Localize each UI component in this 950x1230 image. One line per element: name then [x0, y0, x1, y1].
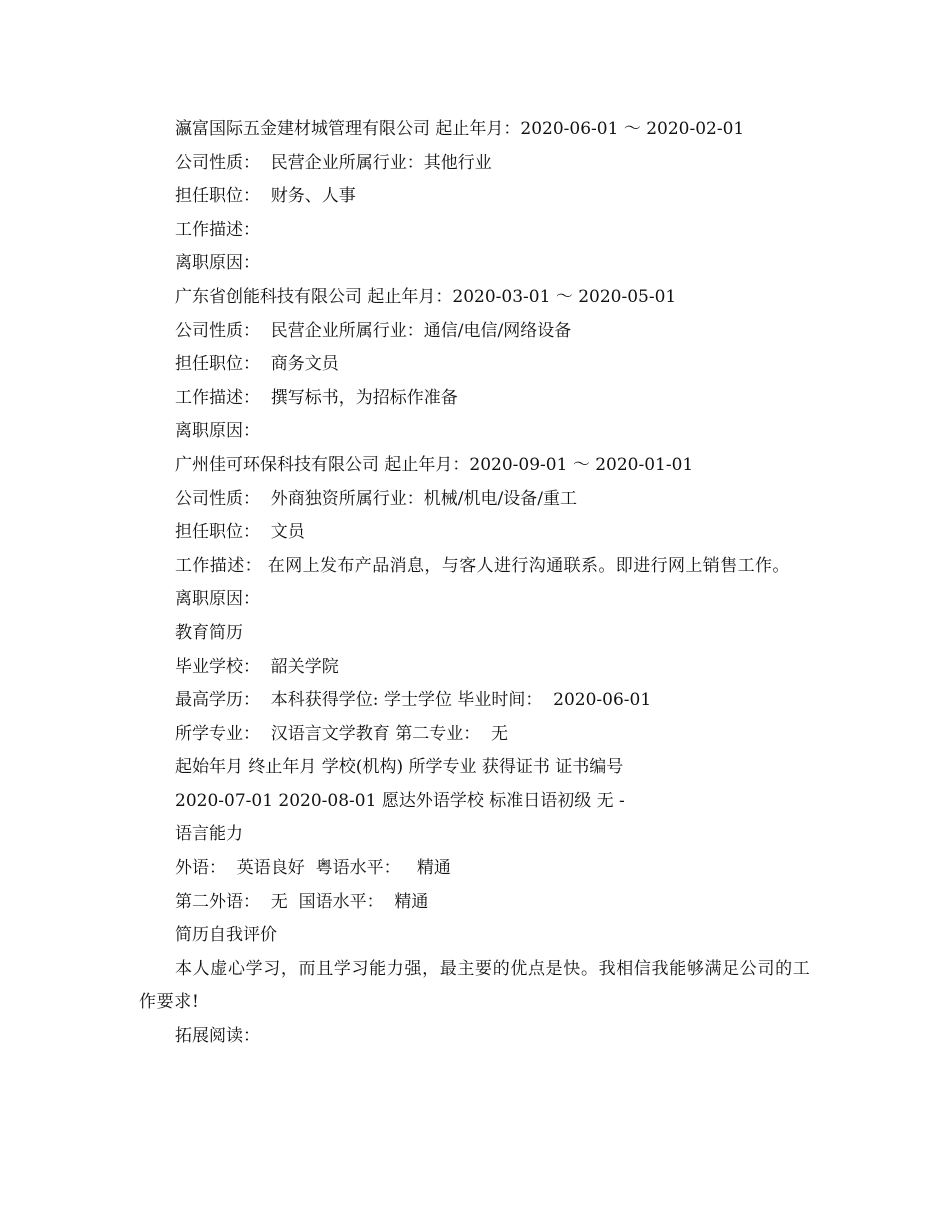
job-description-paragraph: 工作描述： 在网上发布产品消息，与客人进行沟通联系。即进行网上销售工作。: [175, 555, 790, 576]
resume-content: [139, 113, 819, 1054]
job-description-line: 工作描述： 撰写标书，为招标作准备: [175, 387, 458, 408]
job-company-line: 广州佳可环保科技有限公司 起止年月：2020-09-01 ～ 2020-01-01: [175, 454, 694, 475]
language-foreign-line: 外语： 英语良好 粤语水平： 精通: [175, 858, 451, 879]
language-heading: 语言能力: [175, 824, 243, 845]
self-evaluation-heading: 简历自我评价: [175, 925, 277, 946]
job-nature-line: 公司性质： 外商独资所属行业：机械/机电/设备/重工: [175, 488, 577, 509]
education-heading: 教育简历: [175, 622, 243, 643]
training-header-line: 起始年月 终止年月 学校(机构) 所学专业 获得证书 证书编号: [175, 757, 624, 778]
job-reason-line: 离职原因：: [175, 589, 260, 610]
job-position-line: 担任职位： 财务、人事: [175, 186, 356, 207]
self-evaluation-paragraph: 本人虚心学习，而且学习能力强，最主要的优点是快。我相信我能够满足公司的工作要求!: [139, 958, 811, 1013]
job-reason-line: 离职原因：: [175, 253, 260, 274]
education-school-line: 毕业学校： 韶关学院: [175, 656, 339, 677]
job-company-line: 瀛富国际五金建材城管理有限公司 起止年月：2020-06-01 ～ 2020-02-01: [175, 119, 745, 139]
job-nature-line: 公司性质： 民营企业所属行业：其他行业: [175, 152, 492, 173]
education-degree-line: 最高学历： 本科获得学位: 学士学位 毕业时间： 2020-06-01: [175, 690, 652, 711]
job-position-line: 担任职位： 商务文员: [175, 354, 339, 375]
job-position-line: 担任职位： 文员: [175, 522, 305, 543]
job-reason-line: 离职原因：: [175, 421, 260, 442]
job-nature-line: 公司性质： 民营企业所属行业：通信/电信/网络设备: [175, 320, 572, 341]
language-second-line: 第二外语： 无 国语水平： 精通: [175, 891, 429, 912]
job-company-line: 广东省创能科技有限公司 起止年月：2020-03-01 ～ 2020-05-01: [175, 286, 677, 307]
extended-reading-label: 拓展阅读：: [175, 1026, 260, 1047]
job-description-line: 工作描述：: [175, 219, 260, 240]
training-row-line: 2020-07-01 2020-08-01 愿达外语学校 标准日语初级 无 -: [175, 790, 625, 811]
education-major-line: 所学专业： 汉语言文学教育 第二专业： 无: [175, 723, 509, 744]
